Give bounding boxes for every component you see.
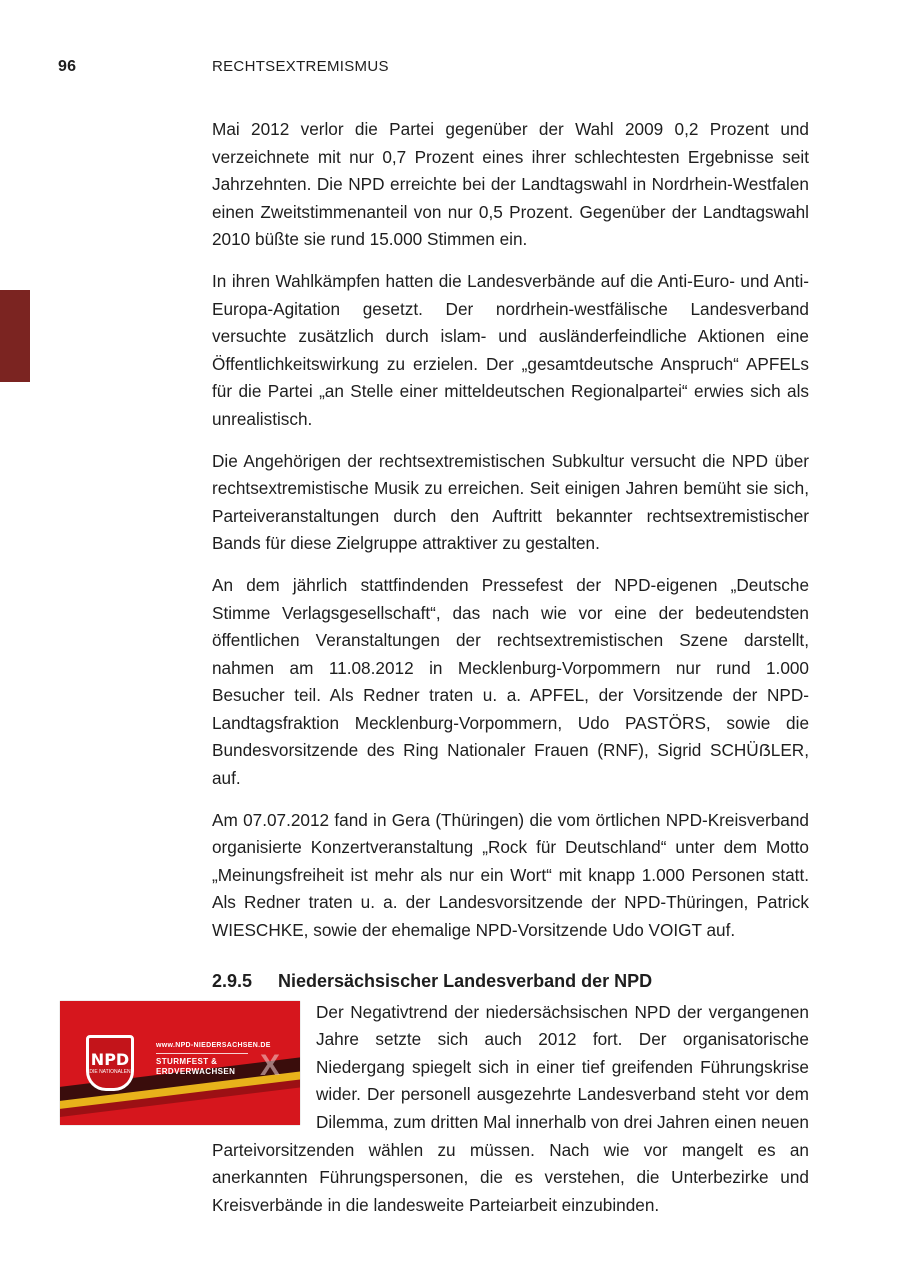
banner-divider [156, 1053, 248, 1054]
section-number: 2.9.5 [212, 970, 253, 991]
npd-banner-image [60, 1001, 300, 1125]
section-heading [212, 969, 809, 993]
section-title: Niedersächsischer Landesverband der NPD [278, 970, 653, 991]
paragraph-campaigns: In ihren Wahlkämpfen hatten die Landesverbände auf die Anti-Euro- und Anti-Europa-Agitation gesetzt. Der nordrhein-westfälische Landesverband versuchte zusätzlich durch islam- und ausländerfeindliche Aktionen eine Öffentlichkeitswirkung zu erzielen. Der „gesamtdeutsche Anspruch“ APFELs für die Partei „an Stelle einer mitteldeutschen Regionalpartei“ erwies sich als unrealistisch. [212, 270, 809, 429]
page-number: 96 [58, 58, 77, 75]
paragraph-press-festival: An dem jährlich stattfindenden Pressefest der NPD-eigenen „Deutsche Stimme Verlagsgesellschaft“, das nach wie vor eine der bedeutendsten öffentlichen Veranstaltungen der rechtsextremistischen Szene darstellt, nahmen am 11.08.2012 in Mecklenburg-Vorpommern nur rund 1.000 Besucher teil. Als Redner traten u. a. APFEL, der Vorsitzende der NPD-Landtagsfraktion Mecklenburg-Vorpommern, Udo PASTÖRS, sowie die Bundesvorsitzende des Ring Nationaler Frauen (RNF), Sigrid SCHÜẞLER, auf. [212, 574, 809, 789]
banner-x-mark: X [260, 1048, 281, 1082]
running-head: RECHTSEXTREMISMUS [212, 58, 389, 75]
logo-subtext: DIE NATIONALEN [89, 1068, 131, 1075]
paragraph-subculture-music: Die Angehörigen der rechtsextremistischen Subkultur versucht die NPD über rechtsextremistische Musik zu erreichen. Seit einigen Jahren bemüht sie sich, Parteiveranstaltungen durch den Auftritt bekannter rechtsextremistischer Bands für diese Zielgruppe attraktiver zu gestalten. [212, 450, 809, 554]
paragraph-lower-saxony: Der Negativtrend der niedersächsischen NPD der vergangenen Jahre setzte sich auch 2012 fort. Der organisatorische Niedergang spiegelt sich in einer tief greifenden Führungskrise wider. Der personell ausgezehrte Landesverband steht vor dem Dilemma, zum dritten Mal innerhalb von drei Jahren einen neuen Parteivorsitzenden wählen zu müssen. Nach wie vor mangelt es an anerkannten Führungspersonen, die es verstehen, die Unterbezirke und Kreisverbände in die landesweite Parteiarbeit einzubinden. [212, 1001, 809, 1215]
chapter-side-tab [0, 290, 30, 382]
banner-event-line-2: ERDVERWACHSEN [156, 1066, 236, 1076]
banner-url: www.NPD-NIEDERSACHSEN.DE [156, 1041, 271, 1049]
banner-event-line-1: STURMFEST & [156, 1056, 218, 1066]
logo-text: NPD [90, 1049, 130, 1069]
body-text-column [89, 116, 809, 1219]
npd-logo-badge [86, 1035, 134, 1091]
paragraph-election-results: Mai 2012 verlor die Partei gegenüber der Wahl 2009 0,2 Prozent und verzeichnete mit nur 0,7 Prozent eines ihrer schlechtesten Ergebnisse seit Jahrzehnten. Die NPD erreichte bei der Landtagswahl in Nordrhein-Westfalen einen Zweitstimmenanteil von nur 0,5 Prozent. Gegenüber der Landtagswahl 2010 büßte sie rund 15.000 Stimmen ein. [212, 119, 809, 250]
paragraph-concert-gera: Am 07.07.2012 fand in Gera (Thüringen) die vom örtlichen NPD-Kreisverband organisierte Konzertveranstaltung „Rock für Deutschland“ unter dem Motto „Meinungsfreiheit ist mehr als nur ein Wort“ mit knapp 1.000 Personen statt. Als Redner traten u. a. der Landesvorsitzende der NPD-Thüringen, Patrick WIESCHKE, sowie der ehemalige NPD-Vorsitzende Udo VOIGT auf. [212, 809, 809, 941]
